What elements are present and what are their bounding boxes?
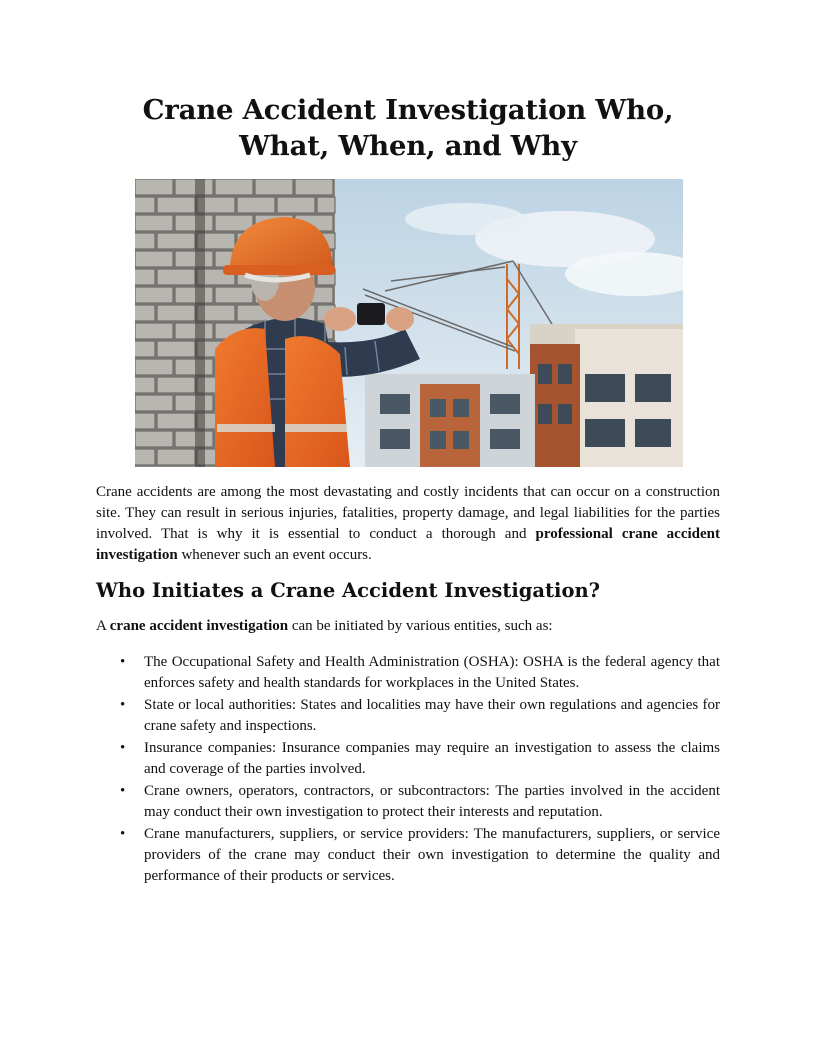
list-item-text: The Occupational Safety and Health Administration (OSHA): OSHA is the federal agency that enforces safety and health standards for workplaces in the United States. [144, 654, 720, 691]
lead-sentence [96, 616, 720, 637]
section-heading: Who Initiates a Crane Accident Investigation? [96, 579, 601, 602]
list-item-text: State or local authorities: States and localities may have their own regulations and agencies for crane safety and inspections. [144, 697, 720, 734]
construction-photo [135, 179, 683, 467]
page-title: Crane Accident Investigation Who, What, When, and Why [142, 94, 674, 162]
list-item-text: Crane owners, operators, contractors, or subcontractors: The parties involved in the accident may conduct their own investigation to protect their interests and reputation. [144, 783, 720, 820]
list-item [96, 738, 720, 780]
list-item [96, 695, 720, 737]
construction-photo-illustration [135, 179, 683, 467]
list-item-text: Crane manufacturers, suppliers, or service providers: The manufacturers, suppliers, or service providers of the crane may conduct their own investigation to determine the quality and performance of their products or services. [144, 826, 720, 884]
bullet-icon: • [120, 654, 126, 670]
bullet-icon: • [120, 697, 126, 713]
intro-text-2: whenever such an event occurs. [177, 547, 372, 563]
intro-bold-phrase: professional crane accident investigation [96, 526, 721, 563]
lead-bold-phrase: crane accident investigation [109, 618, 289, 634]
list-item-text: Insurance companies: Insurance companies may require an investigation to assess the claims and coverage of the parties involved. [144, 740, 720, 777]
bullet-icon: • [120, 740, 126, 756]
bullet-icon: • [120, 783, 126, 799]
list-item [96, 652, 720, 694]
initiators-list [96, 652, 720, 888]
intro-text-1: Crane accidents are among the most devastating and costly incidents that can occur on a construction site. They can result in serious injuries, fatalities, property damage, and legal liabilities for the parties involved. That is why it is essential to conduct a thorough and [96, 484, 720, 542]
list-item [96, 824, 720, 887]
bullet-icon: • [120, 826, 126, 842]
intro-paragraph [96, 482, 720, 566]
lead-suffix: can be initiated by various entities, such as: [288, 618, 553, 634]
lead-prefix: A [96, 618, 110, 634]
list-item [96, 781, 720, 823]
